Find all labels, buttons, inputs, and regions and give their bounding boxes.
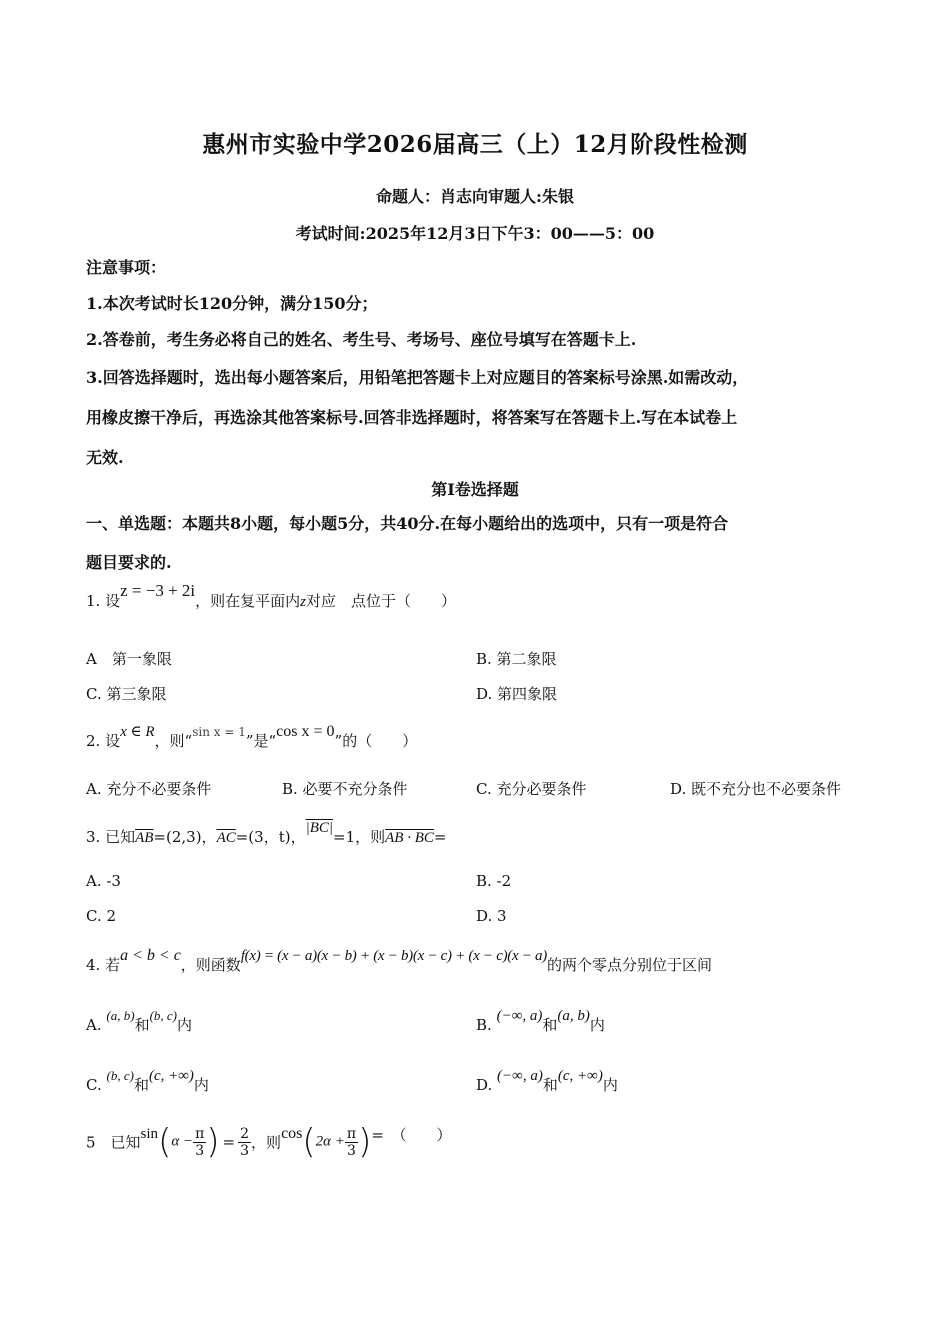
q4-option-b-interval-1: (−∞, a) [496, 1008, 543, 1024]
section-intro-line-1: 一、单选题：本题共8小题，每小题5分，共40分.在每小题给出的选项中，只有一项是符合 [86, 514, 729, 533]
q3-vector-ac: $\overline{AC}$ [216, 830, 236, 846]
q2-option-c: C. 充分必要条件 [476, 780, 587, 798]
notice-item-3-line-3: 无效. [86, 448, 124, 467]
q5-two-alpha-plus: 2α + [315, 1133, 345, 1150]
q1-option-d: D. 第四象限 [476, 685, 558, 703]
question-4 [86, 947, 712, 975]
section-intro [86, 506, 866, 581]
q4-tail: 的两个零点分别位于区间 [546, 956, 712, 974]
q4-option-c-in: 内 [193, 1076, 209, 1094]
q3-number: 3. 已知 [86, 828, 136, 846]
notice-item-3-line-1: 3.回答选择题时，选出每小题答案后，用铅笔把答题卡上对应题目的答案标号涂黑.如需改动， [86, 368, 749, 387]
q4-option-c-interval-2: (c, +∞) [148, 1068, 194, 1084]
q4-option-a-label: A. [86, 1016, 102, 1034]
q5-then: ，则 [251, 1133, 282, 1152]
q2-option-b: B. 必要不充分条件 [282, 780, 408, 798]
q5-number: 5 已知 [86, 1133, 141, 1152]
exam-time-line: 考试时间:2025年12月3日下午3：00——5：00 [295, 224, 655, 243]
q1-var: z [300, 594, 306, 610]
notice-heading: 注意事项： [86, 258, 167, 277]
q3-dot-product: AB · BC [385, 830, 434, 846]
q4-option-c-and: 和 [133, 1076, 149, 1094]
q1-mid: ，则在复平面内 [195, 592, 301, 610]
q4-option-d-interval-1: (−∞, a) [497, 1068, 543, 1084]
authors-line: 命题人：肖志向审题人:朱银 [376, 187, 574, 206]
q4-option-d-interval-2: (c, +∞) [557, 1068, 603, 1084]
q4-option-b-label: B. [476, 1016, 492, 1034]
notice-item-1: 1.本次考试时长120分钟，满分150分； [86, 294, 378, 313]
q4-option-b [476, 1008, 605, 1035]
q3-option-c: C. 2 [86, 907, 117, 925]
q5-alpha-minus: α − [171, 1133, 194, 1150]
q3-option-a: A. -3 [86, 872, 121, 890]
q3-option-d: D. 3 [476, 907, 507, 925]
q1-option-c: C. 第三象限 [86, 685, 167, 703]
q4-option-d-label: D. [476, 1076, 493, 1094]
section-intro-line-2: 题目要求的. [86, 553, 172, 572]
q4-function: f(x) = (x − a)(x − b) + (x − b)(x − c) + (x − c)(x − a) [240, 948, 547, 964]
page-title: 惠州市实验中学2026届高三（上）12月阶段性检测 [202, 131, 748, 158]
question-3 [86, 820, 447, 847]
q2-number: 2. 设 [86, 732, 121, 750]
q5-three-3: 3 [347, 1142, 356, 1159]
q1-number: 1. 设 [86, 592, 121, 610]
q5-equals: = [222, 1133, 236, 1151]
q4-option-c-label: C. [86, 1076, 102, 1094]
q5-three-2: 3 [240, 1142, 250, 1159]
q4-option-a [86, 1008, 193, 1035]
q4-number: 4. 若 [86, 956, 121, 974]
q5-tail: = （ ） [371, 1125, 452, 1144]
q2-tail: ”的（ ） [334, 732, 418, 750]
q2-expr-2: sin x = 1 [192, 725, 246, 739]
q4-option-d [476, 1068, 618, 1095]
q4-condition: a < b < c [120, 947, 181, 964]
question-5: 5 已知sin(α − $\frac{\pi}{3}$ ) = $\frac{2}{3}$ ，则cos(2α + $\frac{\pi}{3}$ )= （ ） [86, 1122, 452, 1162]
q1-option-b: B. 第二象限 [476, 650, 557, 668]
q3-bc-abs: |BC| [305, 820, 334, 836]
q4-option-b-in: 内 [589, 1016, 605, 1034]
q4-option-c [86, 1068, 209, 1095]
q5-pi-1: π [195, 1125, 205, 1142]
q3-option-b: B. -2 [476, 872, 512, 890]
q3-bc-value: =1，则 [333, 828, 386, 846]
question-1 [86, 581, 456, 611]
q4-mid: ，则函数 [180, 956, 241, 974]
q4-option-d-and: 和 [542, 1076, 558, 1094]
q5-pi-2: π [346, 1125, 357, 1142]
q3-ac-value: =(3，t)， [235, 828, 306, 846]
q3-vector-ab: $\overline{AB}$ [135, 830, 154, 846]
q4-option-a-in: 内 [177, 1016, 193, 1034]
q1-option-a: A 第一象限 [86, 650, 172, 668]
q2-mid-2: ”是“ [245, 732, 277, 750]
q5-sin: sin [140, 1125, 159, 1142]
q4-option-a-interval-1: (a, b) [106, 1008, 135, 1023]
question-2 [86, 723, 418, 751]
q2-option-a: A. 充分不必要条件 [86, 780, 212, 798]
q2-option-d: D. 既不充分也不必要条件 [670, 780, 842, 798]
q3-tail: = [433, 828, 447, 846]
q5-three-1: 3 [195, 1142, 205, 1159]
q4-option-a-interval-2: (b, c) [149, 1008, 178, 1023]
notice-item-3-line-2: 用橡皮擦干净后，再选涂其他答案标号.回答非选择题时，将答案写在答题卡上.写在本试卷上 [86, 408, 738, 427]
q3-ab-value: =(2,3)， [153, 828, 217, 846]
q4-option-b-interval-2: (a, b) [557, 1008, 590, 1024]
q2-expr-1: x ∈ R [120, 724, 155, 740]
q1-tail: 对应 点位于（ ） [305, 592, 456, 610]
q4-option-a-and: 和 [134, 1016, 150, 1034]
q4-option-c-interval-1: (b, c) [106, 1068, 134, 1083]
notice-item-2: 2.答卷前，考生务必将自己的姓名、考生号、考场号、座位号填写在答题卡上. [86, 330, 637, 349]
q2-expr-3: cos x = 0 [276, 723, 335, 740]
q5-cos: cos [281, 1125, 303, 1142]
q5-two: 2 [240, 1125, 250, 1142]
section-title: 第I卷选择题 [431, 480, 519, 499]
notice-block [86, 250, 866, 476]
q4-option-b-and: 和 [542, 1016, 558, 1034]
q1-expression: z = −3 + 2i [120, 581, 196, 600]
q2-mid-1: ，则“ [154, 732, 193, 750]
q4-option-d-in: 内 [602, 1076, 618, 1094]
